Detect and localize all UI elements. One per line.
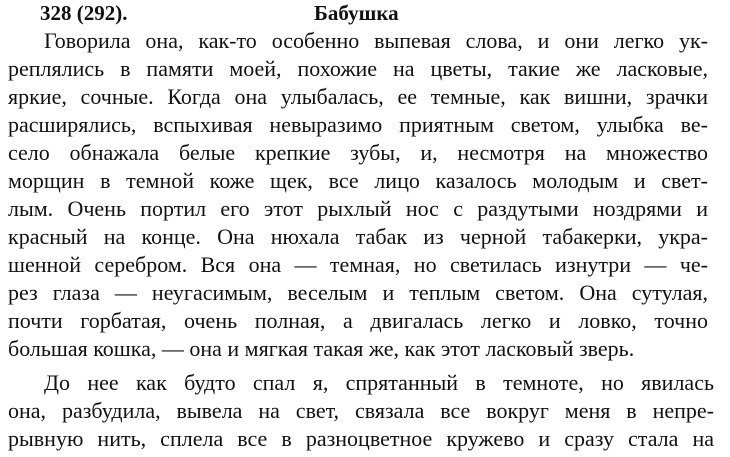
text-line: рез глаза — неугасимым, веселым и теплым светом. Она сутулая, bbox=[8, 280, 708, 305]
text-line: Говорила она, как-то особенно выпевая слова, и они легко ук- bbox=[44, 28, 708, 53]
text-line: яркие, сочные. Когда она улыбалась, ее темные, как вишни, зрачки bbox=[8, 84, 708, 109]
text-line: она, разбудила, вывела на свет, связала все вокруг меня в непре- bbox=[8, 398, 714, 423]
text-line: рывную нить, сплела все в разноцветное кружево и сразу стала на bbox=[8, 426, 714, 451]
text-line: До нее как будто спал я, спрятанный в темноте, но явилась bbox=[44, 370, 714, 395]
text-line: красный на конце. Она нюхала табак из черной табакерки, укра- bbox=[8, 224, 708, 249]
paragraph-1 bbox=[0, 27, 730, 363]
text-line: шенной серебром. Вся она — темная, но светилась изнутри — че- bbox=[8, 252, 708, 277]
text-line: реплялись в памяти моей, похожие на цветы, такие же ласковые, bbox=[8, 56, 708, 81]
text-line: лым. Очень портил его этот рыхлый нос с раздутыми ноздрями и bbox=[8, 196, 708, 221]
text-line: село обнажала белые крепкие зубы, и, несмотря на множество bbox=[8, 140, 708, 165]
exercise-number: 328 (292). bbox=[40, 1, 128, 25]
text-line: морщин в темной коже щек, все лицо казалось молодым и свет- bbox=[8, 168, 708, 193]
text-line: большая кошка, — она и мягкая такая же, как этот ласковый зверь. bbox=[8, 336, 635, 361]
paragraph-2 bbox=[0, 369, 730, 453]
text-title: Бабушка bbox=[314, 1, 399, 25]
text-line: почти горбатая, очень полная, а двигалась легко и ловко, точно bbox=[8, 308, 708, 333]
text-line: расширялись, вспыхивая невыразимо приятным светом, улыбка ве- bbox=[8, 112, 708, 137]
